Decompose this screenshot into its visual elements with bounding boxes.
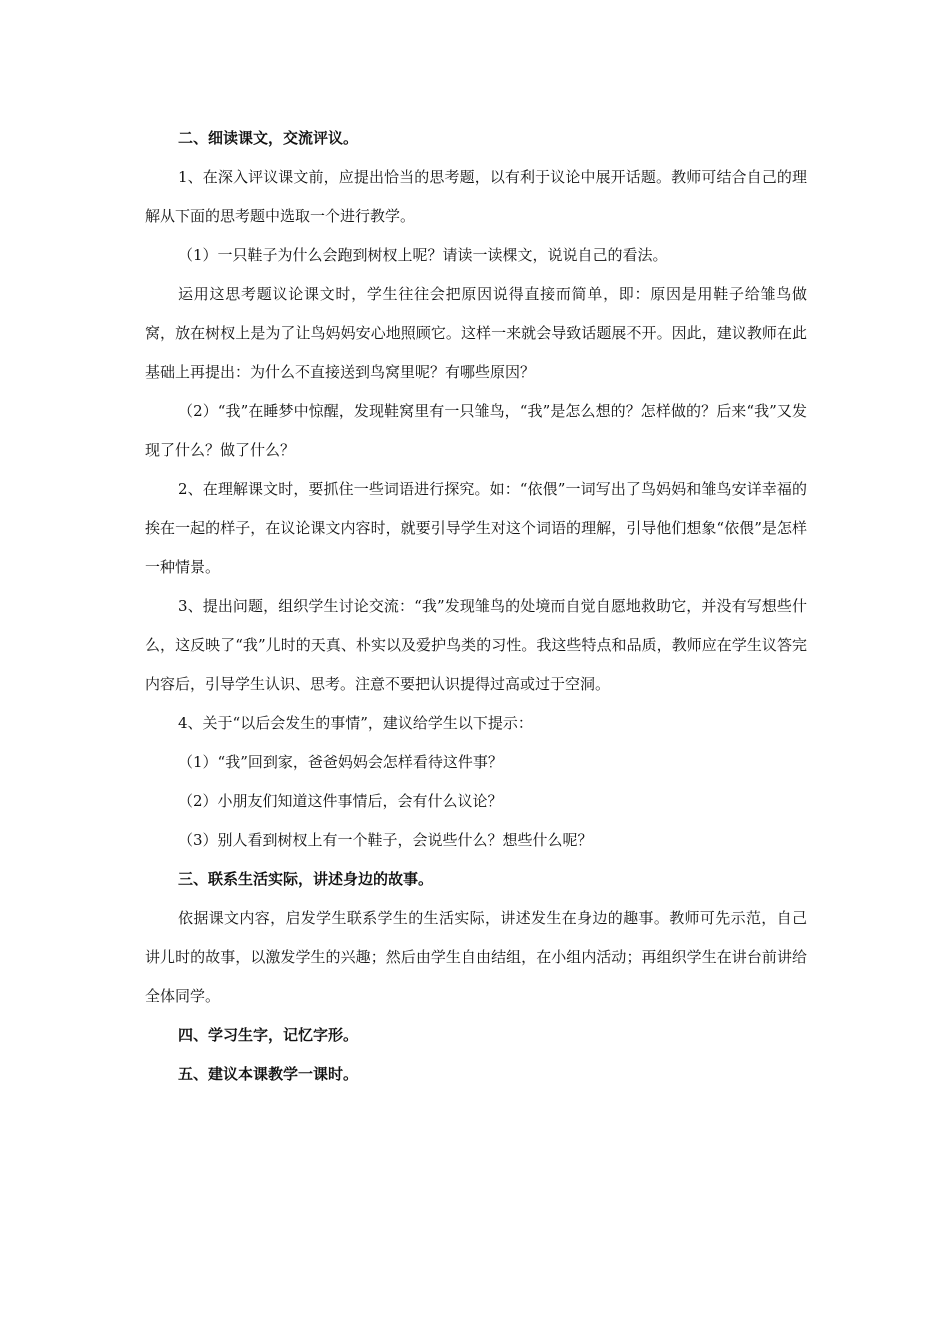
paragraph: 运用这思考题议论课文时，学生往往会把原因说得直接而简单，即：原因是用鞋子给雏鸟做窝，放在树杈上是为了让鸟妈妈安心地照顾它。这样一来就会导致话题展不开。因此，建议教师在此基础上再提出：为什么不直接送到鸟窝里呢？有哪些原因？ bbox=[145, 285, 807, 381]
paragraph: 依据课文内容，启发学生联系学生的生活实际，讲述发生在身边的趣事。教师可先示范，自己讲儿时的故事，以激发学生的兴趣；然后由学生自由结组，在小组内活动；再组织学生在讲台前讲给全体同学。 bbox=[145, 909, 807, 1005]
paragraph: 1、在深入评议课文前，应提出恰当的思考题，以有利于议论中展开话题。教师可结合自己的理解从下面的思考题中选取一个进行教学。 bbox=[145, 168, 807, 225]
tip-item: （1）“我”回到家，爸爸妈妈会怎样看待这件事？ bbox=[178, 753, 503, 771]
section-heading-2: 二、细读课文，交流评议。 bbox=[178, 129, 359, 147]
paragraph: 4、关于“以后会发生的事情”，建议给学生以下提示： bbox=[178, 714, 533, 732]
tip-item: （2）小朋友们知道这件事情后，会有什么议论？ bbox=[178, 792, 503, 810]
section-heading-5: 五、建议本课教学一课时。 bbox=[178, 1065, 359, 1083]
section-heading-4: 四、学习生字，记忆字形。 bbox=[178, 1026, 359, 1044]
question-item: （1）一只鞋子为什么会跑到树杈上呢？请读一读棵文，说说自己的看法。 bbox=[178, 246, 668, 264]
paragraph: 3、提出问题，组织学生讨论交流：“我”发现雏鸟的处境而自觉自愿地救助它，并没有写想些什么，这反映了“我”儿时的天真、朴实以及爱护鸟类的习性。我这些特点和品质，教师应在学生议答完内容后，引导学生认识、思考。注意不要把认识提得过高或过于空洞。 bbox=[145, 597, 807, 693]
tip-item: （3）别人看到树杈上有一个鞋子，会说些什么？想些什么呢？ bbox=[178, 831, 593, 849]
question-item: （2）“我”在睡梦中惊醒，发现鞋窝里有一只雏鸟，“我”是怎么想的？怎样做的？后来“我”又发现了什么？做了什么？ bbox=[145, 402, 807, 459]
document-body bbox=[145, 119, 807, 1094]
paragraph: 2、在理解课文时，要抓住一些词语进行探究。如：“依偎”一词写出了鸟妈妈和雏鸟安详幸福的挨在一起的样子，在议论课文内容时，就要引导学生对这个词语的理解，引导他们想象“依偎”是怎样一种情景。 bbox=[145, 480, 807, 576]
section-heading-3: 三、联系生活实际，讲述身边的故事。 bbox=[178, 870, 434, 888]
